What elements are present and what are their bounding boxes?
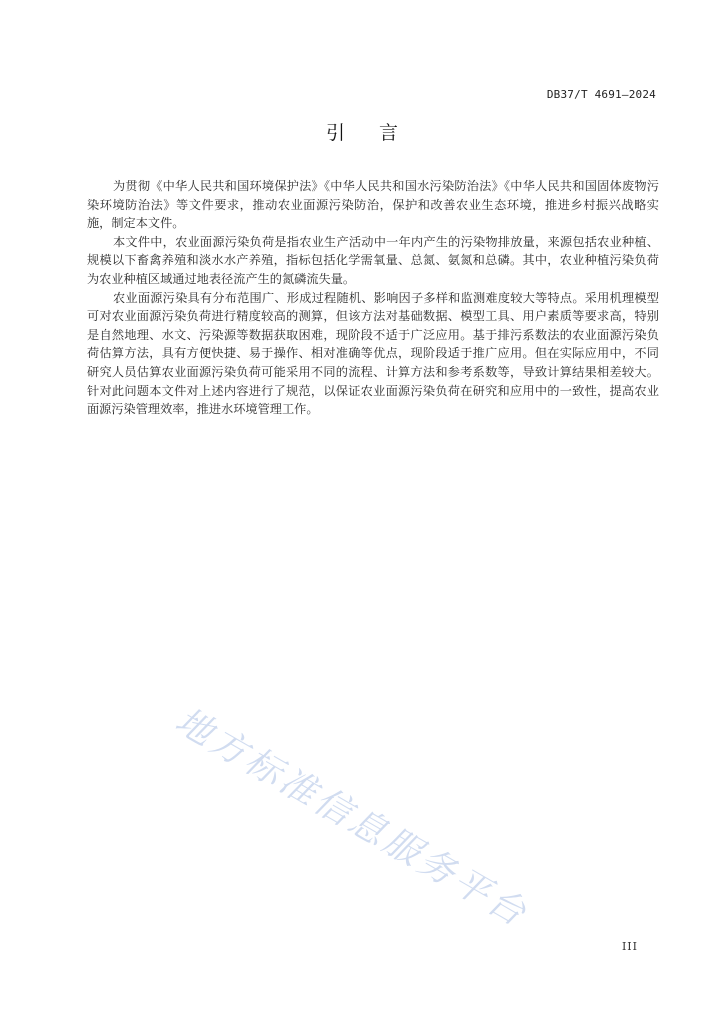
paragraph-1: 为贯彻《中华人民共和国环境保护法》《中华人民共和国水污染防治法》《中华人民共和国固体废物污染环境防治法》等文件要求，推动农业面源污染防治，保护和改善农业生态环境，推进乡村振兴战略实施，制定本文件。 <box>87 179 659 231</box>
paragraph-2: 本文件中，农业面源污染负荷是指农业生产活动中一年内产生的污染物排放量，来源包括农业种植、规模以下畜禽养殖和淡水水产养殖，指标包括化学需氧量、总氮、氨氮和总磷。其中，农业种植污染负荷为农业种植区域通过地表径流产生的氮磷流失量。 <box>87 234 659 286</box>
watermark: 地方标准信息服务平台 <box>168 700 536 936</box>
body-text <box>87 177 659 419</box>
page-title: 引言 <box>325 122 432 144</box>
paragraph-3: 农业面源污染具有分布范围广、形成过程随机、影响因子多样和监测难度较大等特点。采用机理模型可对农业面源污染负荷进行精度较高的测算，但该方法对基础数据、模型工具、用户素质等要求高，特别是自然地理、水文、污染源等数据获取困难，现阶段不适于广泛应用。基于排污系数法的农业面源污染负荷估算方法，具有方便快捷、易于操作、相对准确等优点，现阶段适于推广应用。但在实际应用中，不同研究人员估算农业面源污染负荷可能采用不同的流程、计算方法和参考系数等，导致计算结果相差较大。针对此问题本文件对上述内容进行了规范，以保证农业面源污染负荷在研究和应用中的一致性，提高农业面源污染管理效率，推进水环境管理工作。 <box>87 290 659 417</box>
standard-code: DB37/T 4691—2024 <box>546 88 656 101</box>
page-number: III <box>621 940 638 953</box>
